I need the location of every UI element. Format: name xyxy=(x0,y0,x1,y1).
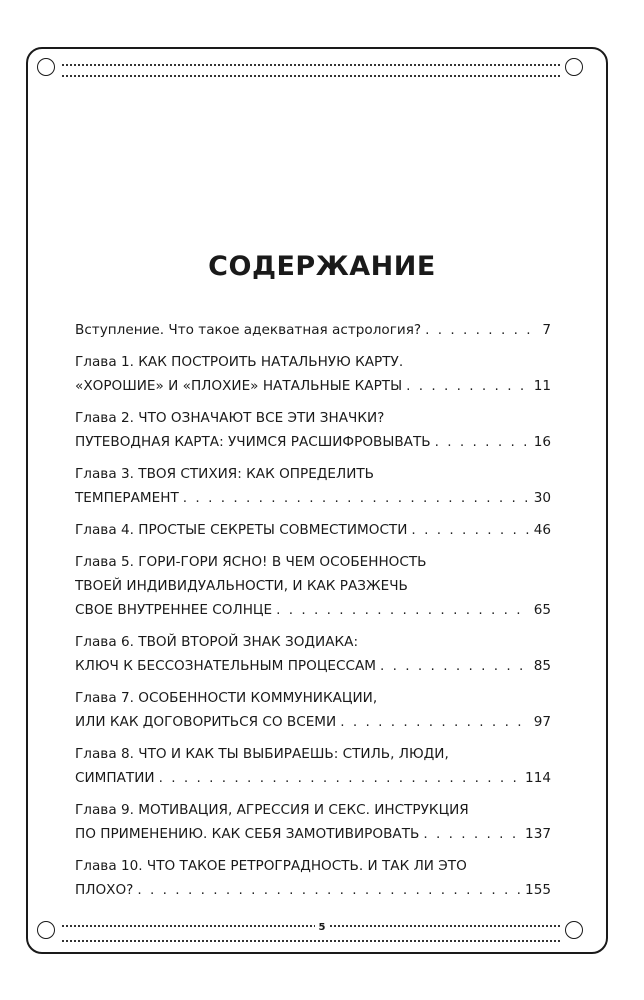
toc-entry-line: Глава 8. ЧТО И КАК ТЫ ВЫБИРАЕШЬ: СТИЛЬ, ЛЮДИ, xyxy=(75,746,449,762)
toc-entry[interactable] xyxy=(75,630,551,678)
toc-entry[interactable] xyxy=(75,462,551,510)
toc-entry-line: Глава 6. ТВОЙ ВТОРОЙ ЗНАК ЗОДИАКА: xyxy=(75,634,359,650)
toc-entry-last-line xyxy=(75,766,551,790)
toc-entry-last-line xyxy=(75,598,551,622)
toc-entry[interactable] xyxy=(75,518,551,542)
toc-entry-page: 11 xyxy=(533,378,551,394)
toc-entry-page: 155 xyxy=(525,882,551,898)
toc-entry[interactable] xyxy=(75,742,551,790)
toc-entry-page: 65 xyxy=(533,602,551,618)
toc-entry-line: Глава 7. ОСОБЕННОСТИ КОММУНИКАЦИИ, xyxy=(75,690,378,706)
toc-entry-line: Глава 5. ГОРИ-ГОРИ ЯСНО! В ЧЕМ ОСОБЕННОСТЬ xyxy=(75,554,427,570)
toc-entry-page: 7 xyxy=(542,322,551,338)
toc-entry-line: ПУТЕВОДНАЯ КАРТА: УЧИМСЯ РАСШИФРОВЫВАТЬ xyxy=(75,434,431,450)
top-dotted-rule xyxy=(62,64,560,66)
dot-leader xyxy=(276,598,530,622)
dot-leader xyxy=(159,766,521,790)
toc-entry-line: ИЛИ КАК ДОГОВОРИТЬСЯ СО ВСЕМИ xyxy=(75,714,337,730)
page-title: СОДЕРЖАНИЕ xyxy=(208,251,436,282)
toc-entry-line: Глава 1. КАК ПОСТРОИТЬ НАТАЛЬНУЮ КАРТУ. xyxy=(75,354,404,370)
corner-circle-icon xyxy=(37,58,55,76)
dot-leader xyxy=(137,878,521,902)
toc-entry-line: ПЛОХО? xyxy=(75,882,134,898)
dot-leader xyxy=(423,822,521,846)
toc-entry-last-line xyxy=(75,878,551,902)
toc-entry-line: Глава 2. ЧТО ОЗНАЧАЮТ ВСЕ ЭТИ ЗНАЧКИ? xyxy=(75,410,385,426)
toc-entry-page: 46 xyxy=(533,522,551,538)
dot-leader xyxy=(406,374,530,398)
toc-entry-last-line xyxy=(75,318,551,342)
toc-entry-line: Вступление. Что такое адекватная астрология? xyxy=(75,322,422,338)
toc-entry-page: 97 xyxy=(533,714,551,730)
toc-entry-last-line xyxy=(75,822,551,846)
top-dotted-rule xyxy=(62,75,560,77)
toc-entry-line: СВОЕ ВНУТРЕННЕЕ СОЛНЦЕ xyxy=(75,602,273,618)
toc-entry-line: ТЕМПЕРАМЕНТ xyxy=(75,490,179,506)
toc-entry-page: 85 xyxy=(533,658,551,674)
page-number-text: 5 xyxy=(315,922,330,933)
bottom-dotted-rule xyxy=(62,940,560,942)
dot-leader xyxy=(380,654,530,678)
dot-leader xyxy=(435,430,530,454)
table-of-contents xyxy=(75,318,551,910)
toc-entry-page: 16 xyxy=(533,434,551,450)
toc-entry[interactable] xyxy=(75,798,551,846)
dot-leader xyxy=(411,518,529,542)
toc-entry-line: Глава 4. ПРОСТЫЕ СЕКРЕТЫ СОВМЕСТИМОСТИ xyxy=(75,522,408,538)
toc-entry-last-line xyxy=(75,518,551,542)
toc-entry-last-line xyxy=(75,430,551,454)
toc-entry-line: «ХОРОШИЕ» И «ПЛОХИЕ» НАТАЛЬНЫЕ КАРТЫ xyxy=(75,378,403,394)
toc-entry[interactable] xyxy=(75,350,551,398)
dot-leader xyxy=(340,710,529,734)
dot-leader xyxy=(183,486,530,510)
toc-entry-line: Глава 3. ТВОЯ СТИХИЯ: КАК ОПРЕДЕЛИТЬ xyxy=(75,466,375,482)
toc-entry-line: ПО ПРИМЕНЕНИЮ. КАК СЕБЯ ЗАМОТИВИРОВАТЬ xyxy=(75,826,420,842)
page-number xyxy=(0,922,644,933)
toc-entry[interactable] xyxy=(75,686,551,734)
toc-entry-page: 114 xyxy=(525,770,551,786)
toc-entry-last-line xyxy=(75,710,551,734)
toc-entry-last-line xyxy=(75,486,551,510)
corner-circle-icon xyxy=(565,58,583,76)
toc-entry-line: КЛЮЧ К БЕССОЗНАТЕЛЬНЫМ ПРОЦЕССАМ xyxy=(75,658,376,674)
toc-entry[interactable] xyxy=(75,550,551,622)
dot-leader xyxy=(425,318,538,342)
toc-entry-line: СИМПАТИИ xyxy=(75,770,155,786)
toc-entry-line: Глава 10. ЧТО ТАКОЕ РЕТРОГРАДНОСТЬ. И ТАК ЛИ ЭТО xyxy=(75,858,467,874)
toc-entry-line: Глава 9. МОТИВАЦИЯ, АГРЕССИЯ И СЕКС. ИНСТРУКЦИЯ xyxy=(75,802,469,818)
toc-entry-page: 30 xyxy=(533,490,551,506)
toc-entry-last-line xyxy=(75,654,551,678)
toc-entry-line: ТВОЕЙ ИНДИВИДУАЛЬНОСТИ, И КАК РАЗЖЕЧЬ xyxy=(75,578,408,594)
toc-entry-last-line xyxy=(75,374,551,398)
toc-entry[interactable] xyxy=(75,406,551,454)
toc-entry[interactable] xyxy=(75,318,551,342)
toc-entry[interactable] xyxy=(75,854,551,902)
toc-entry-page: 137 xyxy=(525,826,551,842)
